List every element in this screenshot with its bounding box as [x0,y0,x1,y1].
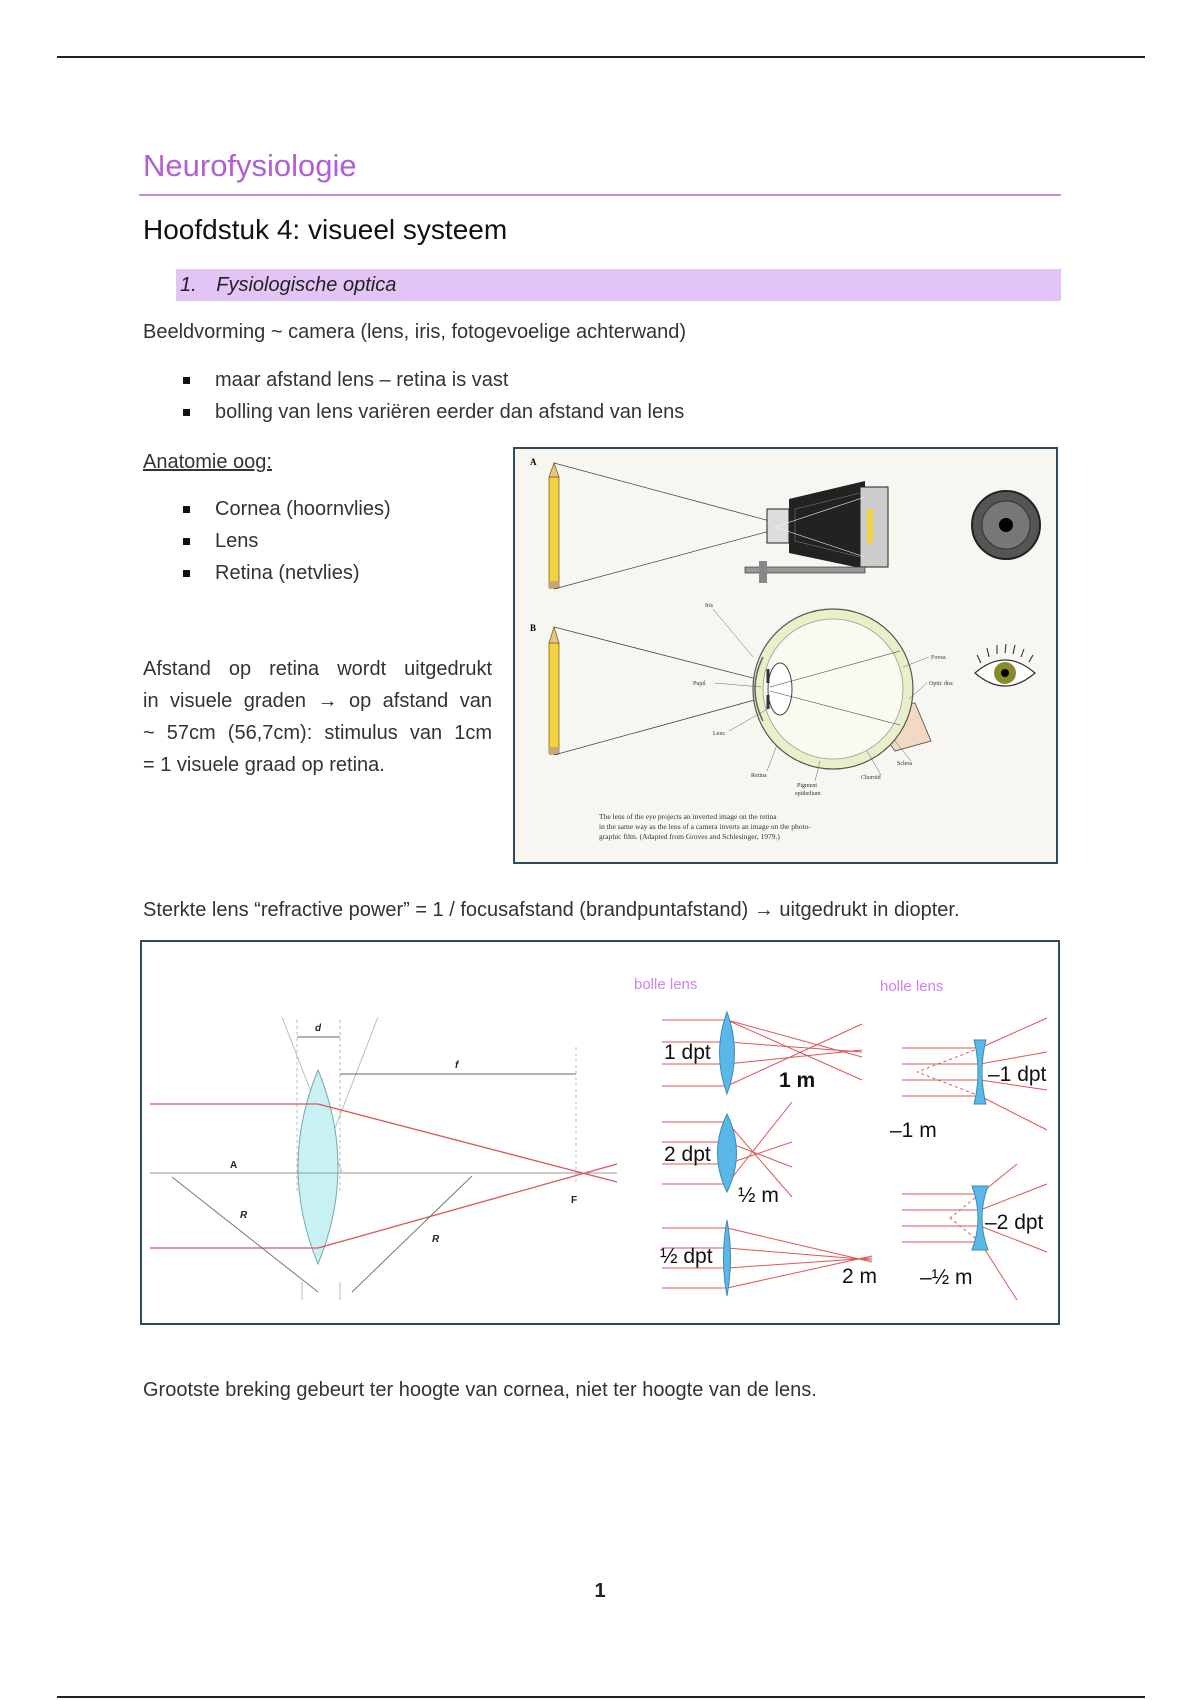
list-item: maar afstand lens – retina is vast [143,364,684,396]
thick-lens-diagram [150,1017,617,1300]
eyeball-diagram [753,609,931,769]
lens-power-label: 1 dpt [664,1041,711,1064]
label-a: A [230,1160,238,1171]
paragraph-line: Afstand op retina wordt uitgedrukt [143,658,492,680]
label-pupil: Pupil [693,681,706,687]
paragraph-line: ~ 57cm (56,7cm): stimulus van 1cm [143,722,492,744]
page-number: 1 [594,1580,606,1602]
bolle-lens-heading: bolle lens [634,976,698,993]
label-retina: Retina [751,773,767,779]
label-epithelium: epithelium [795,791,821,797]
intro-bullet-list [143,364,684,428]
eye-icon [975,644,1035,686]
pencil-icon [549,627,559,755]
refraction-paragraph: Sterkte lens “refractive power” = 1 / focusafstand (brandpuntafstand) → uitgedrukt in diopter. [143,899,960,921]
lens-power-label: –1 dpt [988,1063,1047,1086]
section-title: Fysiologische optica [216,274,397,296]
focal-distance-label: 1 m [779,1069,816,1092]
focal-distance-label: –1 m [890,1119,937,1142]
section-heading [176,269,1061,301]
label-lens: Lens [713,731,725,737]
list-item: bolling van lens variëren eerder dan afstand van lens [143,396,684,428]
eye-camera-illustration [515,449,1056,862]
title-underline [139,194,1061,196]
label-f: f [455,1060,459,1071]
anatomy-bullet-list [143,493,391,589]
lens-power-figure [140,940,1060,1325]
document-title: Neurofysiologie [143,148,357,183]
footer-rule [57,1696,1145,1698]
paragraph-line: in visuele graden → op afstand van [143,690,492,712]
label-sclera: Sclera [897,761,912,767]
label-iris: Iris [705,603,713,609]
label-d: d [315,1023,322,1034]
label-f-point: F [571,1195,578,1206]
section-number: 1. [180,274,197,296]
figure-caption-line: graphic film. (Adapted from Groves and Schlesinger, 1979.) [599,832,780,841]
intro-paragraph: Beeldvorming ~ camera (lens, iris, fotogevoelige achterwand) [143,321,687,343]
list-item: Cornea (hoornvlies) [143,493,391,525]
visual-degree-paragraph [143,653,492,781]
label-choroid: Choroid [861,775,881,781]
list-item: Lens [143,525,391,557]
lens-power-label: ½ dpt [660,1245,713,1268]
label-r1: R [240,1210,248,1221]
closing-paragraph: Grootste breking gebeurt ter hoogte van cornea, niet ter hoogte van de lens. [143,1379,817,1401]
eye-camera-figure [513,447,1058,864]
list-item: Retina (netvlies) [143,557,391,589]
lens-power-label: –2 dpt [985,1211,1044,1234]
pencil-icon [549,463,559,589]
paragraph-line: = 1 visuele graad op retina. [143,754,385,776]
focal-distance-label: –½ m [920,1266,973,1289]
lens-power-label: 2 dpt [664,1143,711,1166]
label-optic-disc: Optic disc [929,681,954,687]
label-pigment: Pigment [797,783,818,789]
chapter-heading: Hoofdstuk 4: visueel systeem [143,214,508,245]
aperture-icon [972,491,1040,559]
focal-distance-label: 2 m [842,1265,878,1288]
lens-illustration [142,942,1058,1323]
focal-distance-label: ½ m [738,1184,779,1207]
figure-caption-line: in the same way as the lens of a camera inverts an image on the photo- [599,822,811,831]
panel-label-b: B [530,623,537,633]
holle-lens-heading: holle lens [880,978,944,995]
label-r2: R [432,1234,440,1245]
figure-caption-line: The lens of the eye projects an inverted image on the retina [599,812,777,821]
anatomy-heading: Anatomie oog: [143,451,272,473]
panel-label-a: A [530,457,537,467]
label-fovea: Fovea [931,655,946,661]
header-rule [57,56,1145,58]
